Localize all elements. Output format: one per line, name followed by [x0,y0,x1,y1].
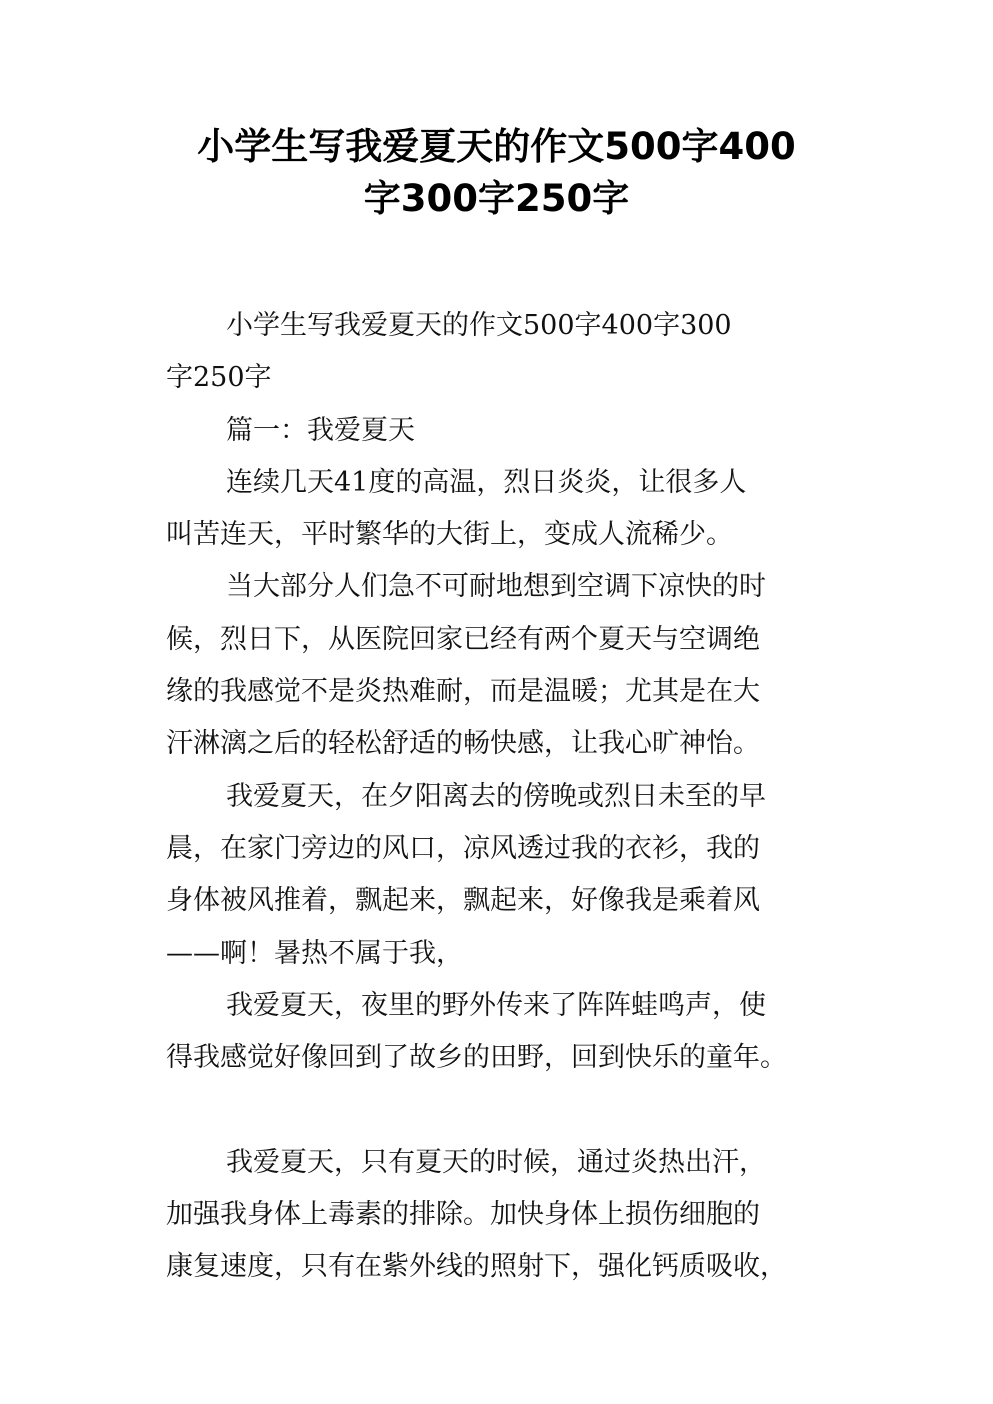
body-line: 汗淋漓之后的轻松舒适的畅快感，让我心旷神怡。 [166,728,760,760]
body-line: 小学生写我爱夏天的作文500字400字300 [226,310,732,341]
body-line: 字250字 [166,362,272,394]
body-line: 我爱夏天，夜里的野外传来了阵阵蛙鸣声，使 [226,989,766,1021]
body-line: 我爱夏天，只有夏天的时候，通过炎热出汗， [226,1146,766,1178]
title-line-1: 小学生写我爱夏天的作文500字400 [197,125,796,168]
body-line: 晨，在家门旁边的风口，凉风透过我的衣衫，我的 [166,832,760,864]
body-line: ——啊！暑热不属于我， [166,937,463,969]
document-body [166,300,846,1294]
body-line: 康复速度，只有在紫外线的照射下，强化钙质吸收， [166,1251,787,1283]
body-line: 加强我身体上毒素的排除。加快身体上损伤细胞的 [166,1199,760,1231]
body-line: 连续几天41度的高温，烈日炎炎，让很多人 [226,466,747,498]
document-title [120,121,873,225]
paragraph-gap [166,1084,846,1136]
title-line-2: 字300字250字 [363,177,630,220]
body-line: 我爱夏天，在夕阳离去的傍晚或烈日未至的早 [226,780,766,812]
body-line: 候，烈日下，从医院回家已经有两个夏天与空调绝 [166,623,760,655]
body-line: 叫苦连天，平时繁华的大街上，变成人流稀少。 [166,519,733,551]
body-line: 身体被风推着，飘起来，飘起来，好像我是乘着风 [166,885,760,917]
body-line: 得我感觉好像回到了故乡的田野，回到快乐的童年。 [166,1042,787,1074]
body-line: 缘的我感觉不是炎热难耐，而是温暖；尤其是在大 [166,676,760,708]
body-line: 当大部分人们急不可耐地想到空调下凉快的时 [226,571,766,603]
section-heading: 篇一：我爱夏天 [226,414,415,446]
